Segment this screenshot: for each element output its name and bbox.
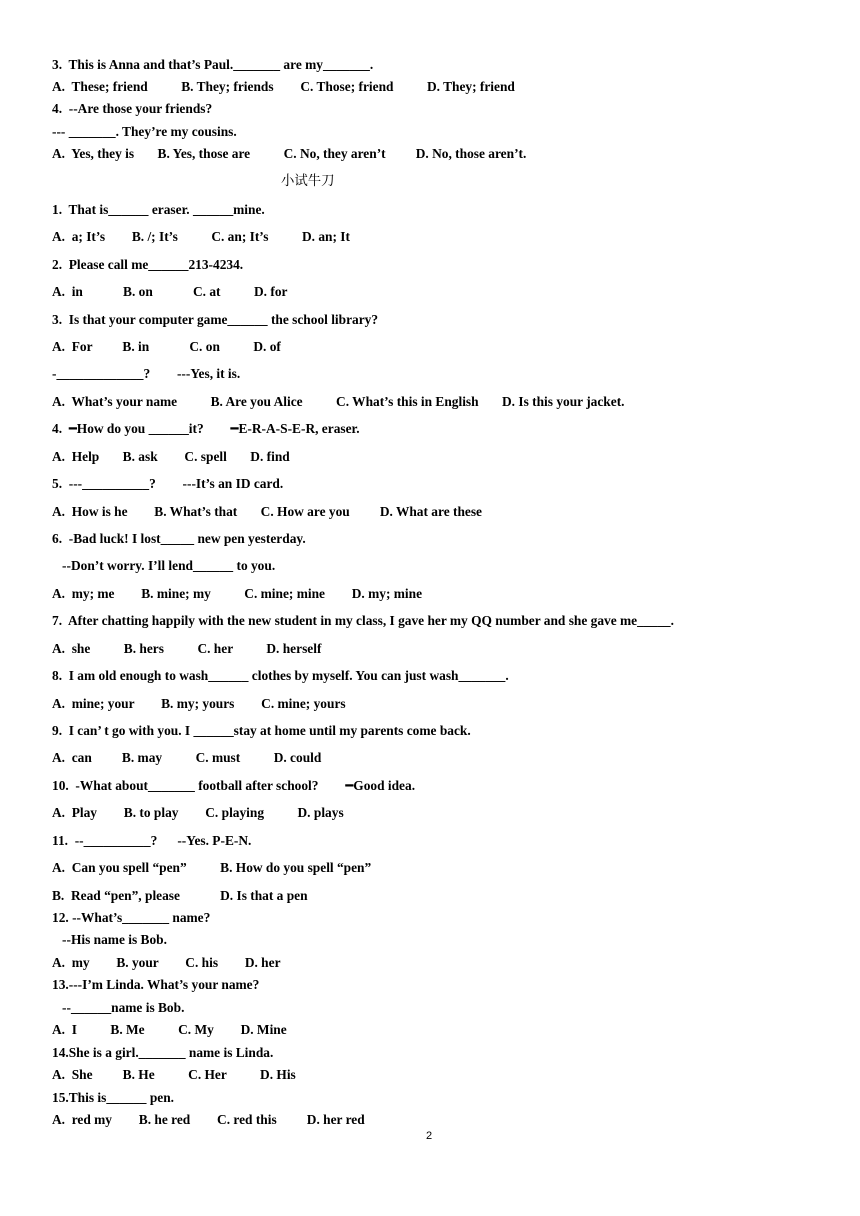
exercise-14-options: A. She B. He C. Her D. His (52, 1067, 296, 1082)
exercise-15-line: 15.This is______ pen. (52, 1090, 175, 1105)
exercise-8-options: A. mine; your B. my; yours C. mine; yours (52, 696, 346, 711)
exercise-6-reply: --Don’t worry. I’ll lend______ to you. (52, 558, 276, 573)
exercise-12-reply: --His name is Bob. (52, 932, 167, 947)
question-4-options: A. Yes, they is B. Yes, those are C. No, they aren’t D. No, those aren’t. (52, 146, 527, 161)
question-3-line: 3. This is Anna and that’s Paul._______ are my_______. (52, 57, 374, 72)
exercise-5-line: 5. ---__________? ---It’s an ID card. (52, 476, 284, 491)
exercise-10-options: A. Play B. to play C. playing D. plays (52, 805, 344, 820)
exercise-1-line: 1. That is______ eraser. ______mine. (52, 202, 265, 217)
exercise-9-options: A. can B. may C. must D. could (52, 750, 322, 765)
exercise-2-options: A. in B. on C. at D. for (52, 284, 288, 299)
exercise-7-options: A. she B. hers C. her D. herself (52, 641, 322, 656)
dialog-options: A. What’s your name B. Are you Alice C. What’s this in English D. Is this your jacket. (52, 394, 625, 409)
exercise-4-options: A. Help B. ask C. spell D. find (52, 449, 290, 464)
exercise-12-line: 12. --What’s_______ name? (52, 910, 211, 925)
question-4-reply: --- _______. They’re my cousins. (52, 124, 237, 139)
exercise-13-options: A. I B. Me C. My D. Mine (52, 1022, 287, 1037)
exercise-8-line: 8. I am old enough to wash______ clothes by myself. You can just wash_______. (52, 668, 509, 683)
exercise-10-line: 10. -What about_______ football after school? ━Good idea. (52, 778, 416, 793)
exercise-15-options: A. red my B. he red C. red this D. her red (52, 1112, 365, 1127)
exercise-7-line: 7. After chatting happily with the new student in my class, I gave her my QQ number and she gave me_____. (52, 613, 674, 628)
exercise-3-options: A. For B. in C. on D. of (52, 339, 281, 354)
exercise-11-line: 11. --__________? --Yes. P-E-N. (52, 833, 252, 848)
exercise-11-options-b: B. Read “pen”, please D. Is that a pen (52, 888, 308, 903)
exercise-1-options: A. a; It’s B. /; It’s C. an; It’s D. an; It (52, 229, 350, 244)
question-3-options: A. These; friend B. They; friends C. Those; friend D. They; friend (52, 79, 515, 94)
exercise-5-options: A. How is he B. What’s that C. How are you D. What are these (52, 504, 482, 519)
exercise-11-options-a: A. Can you spell “pen” B. How do you spell “pen” (52, 860, 372, 875)
exercise-3-line: 3. Is that your computer game______ the school library? (52, 312, 379, 327)
exercise-6-line: 6. -Bad luck! I lost_____ new pen yesterday. (52, 531, 306, 546)
section-heading: 小试牛刀 (281, 174, 335, 189)
page-number: 2 (426, 1130, 433, 1142)
question-4-line: 4. --Are those your friends? (52, 101, 213, 116)
exercise-13-reply: --______name is Bob. (52, 1000, 185, 1015)
exercise-12-options: A. my B. your C. his D. her (52, 955, 281, 970)
exercise-14-line: 14.She is a girl._______ name is Linda. (52, 1045, 274, 1060)
exercise-2-line: 2. Please call me______213-4234. (52, 257, 244, 272)
exercise-4-line: 4. ━How do you ______it? ━E-R-A-S-E-R, eraser. (52, 421, 360, 436)
dialog-line: -_____________? ---Yes, it is. (52, 366, 241, 381)
exercise-13-line: 13.---I’m Linda. What’s your name? (52, 977, 260, 992)
exercise-6-options: A. my; me B. mine; my C. mine; mine D. my; mine (52, 586, 423, 601)
exercise-9-line: 9. I can’ t go with you. I ______stay at home until my parents come back. (52, 723, 471, 738)
